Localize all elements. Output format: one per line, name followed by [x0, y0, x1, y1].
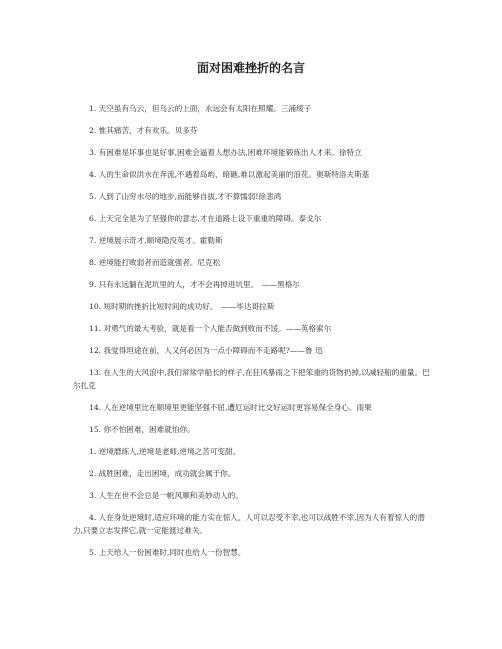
document-title: 面对困难挫折的名言	[196, 61, 305, 75]
quote-paragraph: 8. 逆境能打败弱者而造就强者。尼克松	[89, 258, 221, 267]
quote-paragraph: 2. 惟其痛苦，才有欢乐。贝多芬	[89, 126, 198, 135]
quote-paragraph: 5. 上天给人一份困难时,同时也给人一份智慧。	[89, 548, 246, 557]
quote-paragraph: 9. 只有永远躺在泥坑里的人，才不会再掉进坑里。 ——黑格尔	[89, 280, 300, 289]
quote-paragraph: 6. 上天完全是为了坚强你的意志,才在道路上设下重重的障碍。泰戈尔	[89, 214, 322, 223]
quote-paragraph: 5. 人到了山穷水尽的地步,而能够自拔,才不算懦弱!徐悲鸿	[89, 192, 282, 201]
quote-paragraph: 1. 逆境磨练人,逆境是老师,逆境之苦可变甜。	[89, 447, 241, 456]
quote-paragraph: 15. 你不怕困难，困难就怕你。	[89, 425, 195, 434]
quote-paragraph: 2. 战胜困难，走出困境，成功就会属于你。	[89, 469, 236, 478]
quote-list	[73, 102, 433, 568]
quote-paragraph: 13. 在人生的大风浪中,我们常常学船长的样子,在狂风暴雨之下把笨重的货物扔掉,以减轻船的重量。巴尔扎克	[73, 368, 430, 390]
quote-paragraph: 3. 人生在世不会总是一帆风顺和美妙动人的。	[89, 491, 243, 500]
quote-paragraph: 14. 人在逆境里比在顺境里更能坚强不屈,遭厄运时比交好运时更容易保全身心。雨果	[89, 403, 372, 412]
quote-paragraph: 11. 对勇气的最大考验，就是看一个人能否做到败而不馁。——英格索尔	[89, 324, 332, 333]
quote-paragraph: 4. 人的生命似洪水在奔流,不遇着岛屿、暗礁,难以激起美丽的浪花。奥斯特洛夫斯基	[89, 170, 370, 179]
quote-paragraph: 3. 有困难是坏事也是好事,困难会逼着人想办法,困难环境能锻炼出人才来。徐特立	[89, 148, 362, 157]
quote-paragraph: 12. 我觉得坦途在前，人又何必因为一点小障碍而不走路呢?——鲁 迅	[89, 346, 323, 355]
quote-paragraph: 1. 天空虽有乌云，但乌云的上面，永远会有太阳在照耀。三浦绫子	[89, 104, 312, 113]
quote-paragraph: 10. 短时期的挫折比短时间的成功好。 ——毕达哥拉斯	[89, 302, 275, 311]
quote-paragraph: 4. 人在身处逆境时,适应环境的能力实在惊人。人可以忍受不幸,也可以战胜不幸,因为人有着惊人的潜力,只要立志发挥它,就一定能渡过难关。	[73, 513, 425, 535]
quote-paragraph: 7. 逆境展示奇才,顺境隐没英才。霍勒斯	[89, 236, 223, 245]
